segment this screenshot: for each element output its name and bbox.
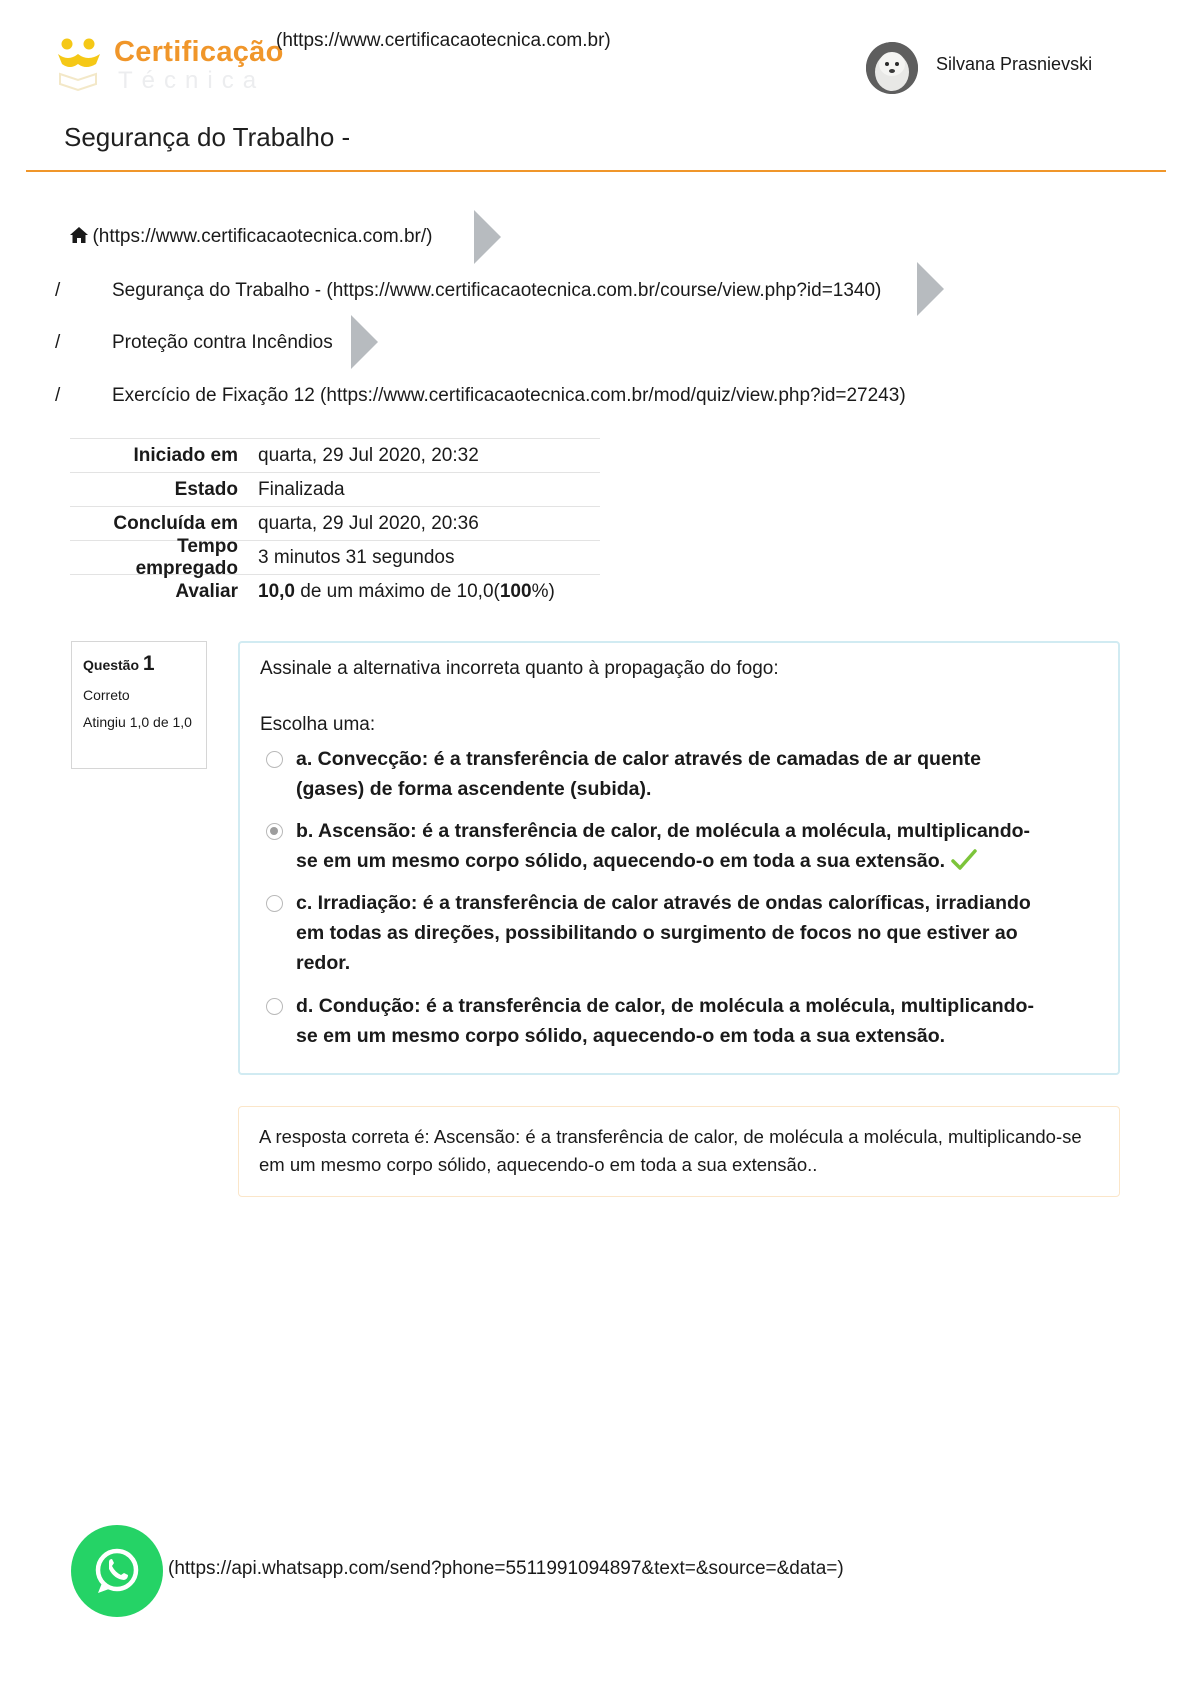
answer-option-a[interactable] — [268, 744, 1038, 804]
whatsapp-button[interactable] — [71, 1525, 163, 1617]
question-label: Questão — [83, 657, 140, 673]
whatsapp-link[interactable]: (https://api.whatsapp.com/send?phone=5511991094897&text=&source=&data=) — [168, 1558, 844, 1579]
breadcrumb-item-course[interactable]: Segurança do Trabalho - (https://www.certificacaotecnica.com.br/course/view.php?id=1340) — [112, 280, 882, 301]
grade-middle: de um máximo de 10,0( — [294, 580, 500, 602]
breadcrumb-arrow-icon — [474, 210, 501, 264]
user-name[interactable]: Silvana Prasnievski — [936, 54, 1093, 74]
grade-percent: 100 — [499, 580, 532, 602]
whatsapp-icon — [71, 1525, 163, 1617]
answer-text-wrap — [296, 816, 1038, 876]
summary-value: Finalizada — [258, 478, 345, 500]
summary-value: quarta, 29 Jul 2020, 20:36 — [258, 512, 479, 534]
home-icon — [70, 227, 88, 243]
logo-subtitle: Técnica — [118, 67, 266, 94]
answer-option-b[interactable] — [268, 816, 1038, 876]
summary-label: Estado — [174, 478, 238, 500]
answer-text: c. Irradiação: é a transferência de calor através de ondas caloríficas, irradiando em todas as direções, possibilitando o surgimento de focos no que estiver ao redor. — [296, 892, 1031, 974]
question-content — [238, 641, 1120, 1075]
summary-label: Concluída em — [113, 512, 238, 534]
attempt-summary-table — [70, 438, 600, 608]
summary-row-time — [70, 535, 600, 579]
avatar[interactable] — [866, 42, 918, 94]
breadcrumb-arrow-icon — [917, 262, 944, 316]
question-text: Assinale a alternativa incorreta quanto à propagação do fogo: — [260, 658, 779, 679]
radio-button[interactable] — [266, 751, 283, 768]
answer-text: a. Convecção: é a transferência de calor através de camadas de ar quente (gases) de forma ascendente (subida). — [296, 748, 981, 800]
summary-row-state — [70, 472, 600, 506]
answer-option-c[interactable] — [268, 888, 1038, 978]
answer-option-d[interactable] — [268, 991, 1038, 1051]
logo-icon — [56, 36, 114, 92]
summary-value: quarta, 29 Jul 2020, 20:32 — [258, 444, 479, 466]
summary-value-grade — [258, 581, 600, 603]
summary-row-started — [70, 438, 600, 472]
question-prompt: Escolha uma: — [260, 714, 376, 735]
check-icon — [951, 849, 977, 871]
breadcrumb-item-section[interactable]: Proteção contra Incêndios — [112, 332, 333, 353]
site-url-link[interactable]: (https://www.certificacaotecnica.com.br) — [276, 30, 611, 51]
breadcrumb-separator: / — [55, 332, 61, 353]
logo-title: Certificação — [114, 36, 284, 68]
breadcrumb-item-quiz[interactable]: Exercício de Fixação 12 (https://www.certificacaotecnica.com.br/mod/quiz/view.php?id=27243) — [112, 385, 906, 406]
site-logo[interactable] — [56, 36, 284, 94]
question-grade: Atingiu 1,0 de 1,0 — [83, 714, 192, 730]
grade-end: %) — [531, 580, 555, 602]
correct-answer-feedback: A resposta correta é: Ascensão: é a transferência de calor, de molécula a molécula, multiplicando-se em um mesmo corpo sólido, aquecendo-o em toda a sua extensão.. — [238, 1106, 1120, 1197]
breadcrumb-separator: / — [55, 280, 61, 301]
summary-value: 3 minutos 31 segundos — [258, 546, 455, 568]
summary-label: Avaliar — [175, 580, 238, 602]
summary-label: Iniciado em — [133, 444, 238, 466]
question-state: Correto — [83, 687, 130, 703]
avatar-image — [866, 42, 918, 94]
radio-button[interactable] — [266, 998, 283, 1015]
page-title: Segurança do Trabalho - — [64, 122, 351, 152]
summary-label: Tempo empregado — [135, 535, 238, 579]
grade-score: 10,0 — [258, 580, 295, 602]
breadcrumb-separator: / — [55, 385, 61, 406]
radio-button[interactable] — [266, 895, 283, 912]
answer-text: d. Condução: é a transferência de calor, de molécula a molécula, multiplicando-se em um mesmo corpo sólido, aquecendo-o em toda a sua extensão. — [296, 995, 1034, 1047]
breadcrumb-arrow-icon — [351, 315, 378, 369]
question-number — [83, 652, 196, 676]
breadcrumb-home[interactable] — [70, 226, 432, 248]
question-number-value: 1 — [142, 652, 155, 675]
breadcrumb-home-url: (https://www.certificacaotecnica.com.br/) — [92, 226, 433, 247]
header-divider — [26, 170, 1166, 172]
radio-button-selected[interactable] — [266, 823, 283, 840]
question-info — [71, 641, 207, 769]
answer-text: b. Ascensão: é a transferência de calor, de molécula a molécula, multiplicando-se em um mesmo corpo sólido, aquecendo-o em toda a sua extensão. — [296, 820, 1031, 872]
